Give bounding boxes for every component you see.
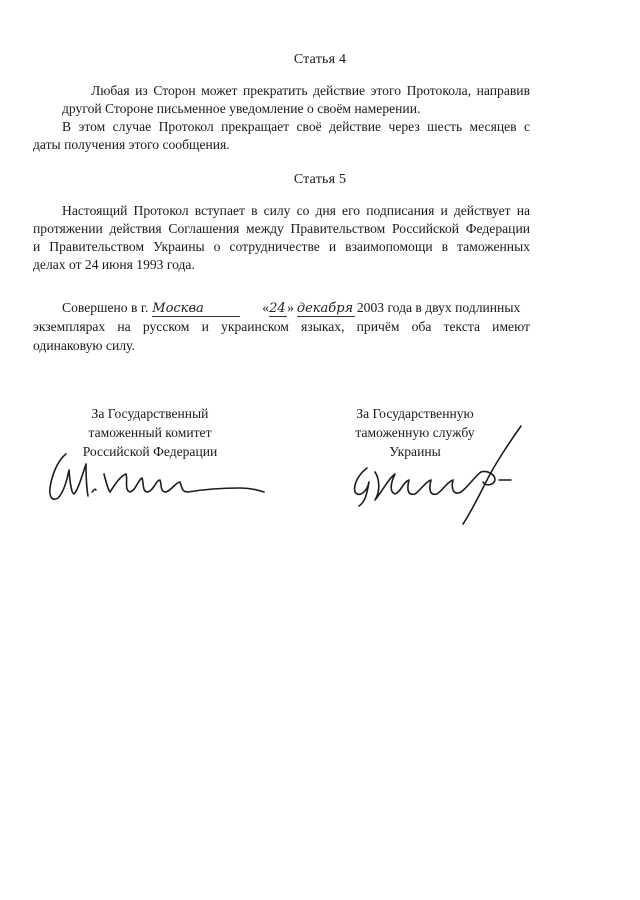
signature-right-line-1: За Государственную [356,406,474,421]
article-5-line-2: протяжении действия Соглашения между Правительством Российской Федерации [33,221,530,236]
article-5-line-4: делах от 24 июня 1993 года. [33,257,195,272]
article-4-p2-line-1: В этом случае Протокол прекращает своё действие через шесть месяцев с [62,119,530,134]
signature-left-line-3: Российской Федерации [82,444,218,459]
signature-right-line-2: таможенную службу [355,425,475,440]
closing-suffix: 2003 года в двух подлинных [356,300,521,315]
signature-right-line-3: Украины [389,444,441,459]
signature-left-line-1: За Государственный [91,406,209,421]
closing-paragraph [33,298,530,355]
closing-line-3: одинаковую силу. [33,338,135,353]
signature-ukraine-handwritten [345,420,545,530]
article-4-p1-line-1: Любая из Сторон может прекратить действие этого Протокола, направив [91,83,530,98]
article-4-paragraph-1 [62,82,530,118]
signature-left-line-2: таможенный комитет [88,425,212,440]
closing-line-1 [62,298,530,317]
article-5-line-3: и Правительством Украины о сотрудничестве и взаимопомощи в таможенных [33,239,530,254]
closing-prefix: Совершено в г. [62,300,149,315]
article-5-heading: Статья 5 [293,172,347,187]
article-4-heading: Статья 4 [293,52,347,67]
closing-month-handwritten: декабря [296,301,354,316]
closing-quote-close: » [287,300,294,315]
closing-line-2: экземплярах на русском и украинском языках, причём оба текста имеют [33,319,530,334]
article-4-p1-line-2: другой Стороне письменное уведомление о своём намерении. [62,101,421,116]
article-4-p2-line-2: даты получения этого сообщения. [33,137,230,152]
closing-day-handwritten: 24 [269,301,286,316]
article-4-paragraph-2 [33,118,530,154]
article-5-paragraph [33,202,530,274]
closing-quote-open: « [262,300,270,315]
article-5-line-1: Настоящий Протокол вступает в силу со дня его подписания и действует на [62,203,530,218]
signature-russia-handwritten [40,450,270,510]
closing-city-handwritten: Москва [152,302,240,317]
